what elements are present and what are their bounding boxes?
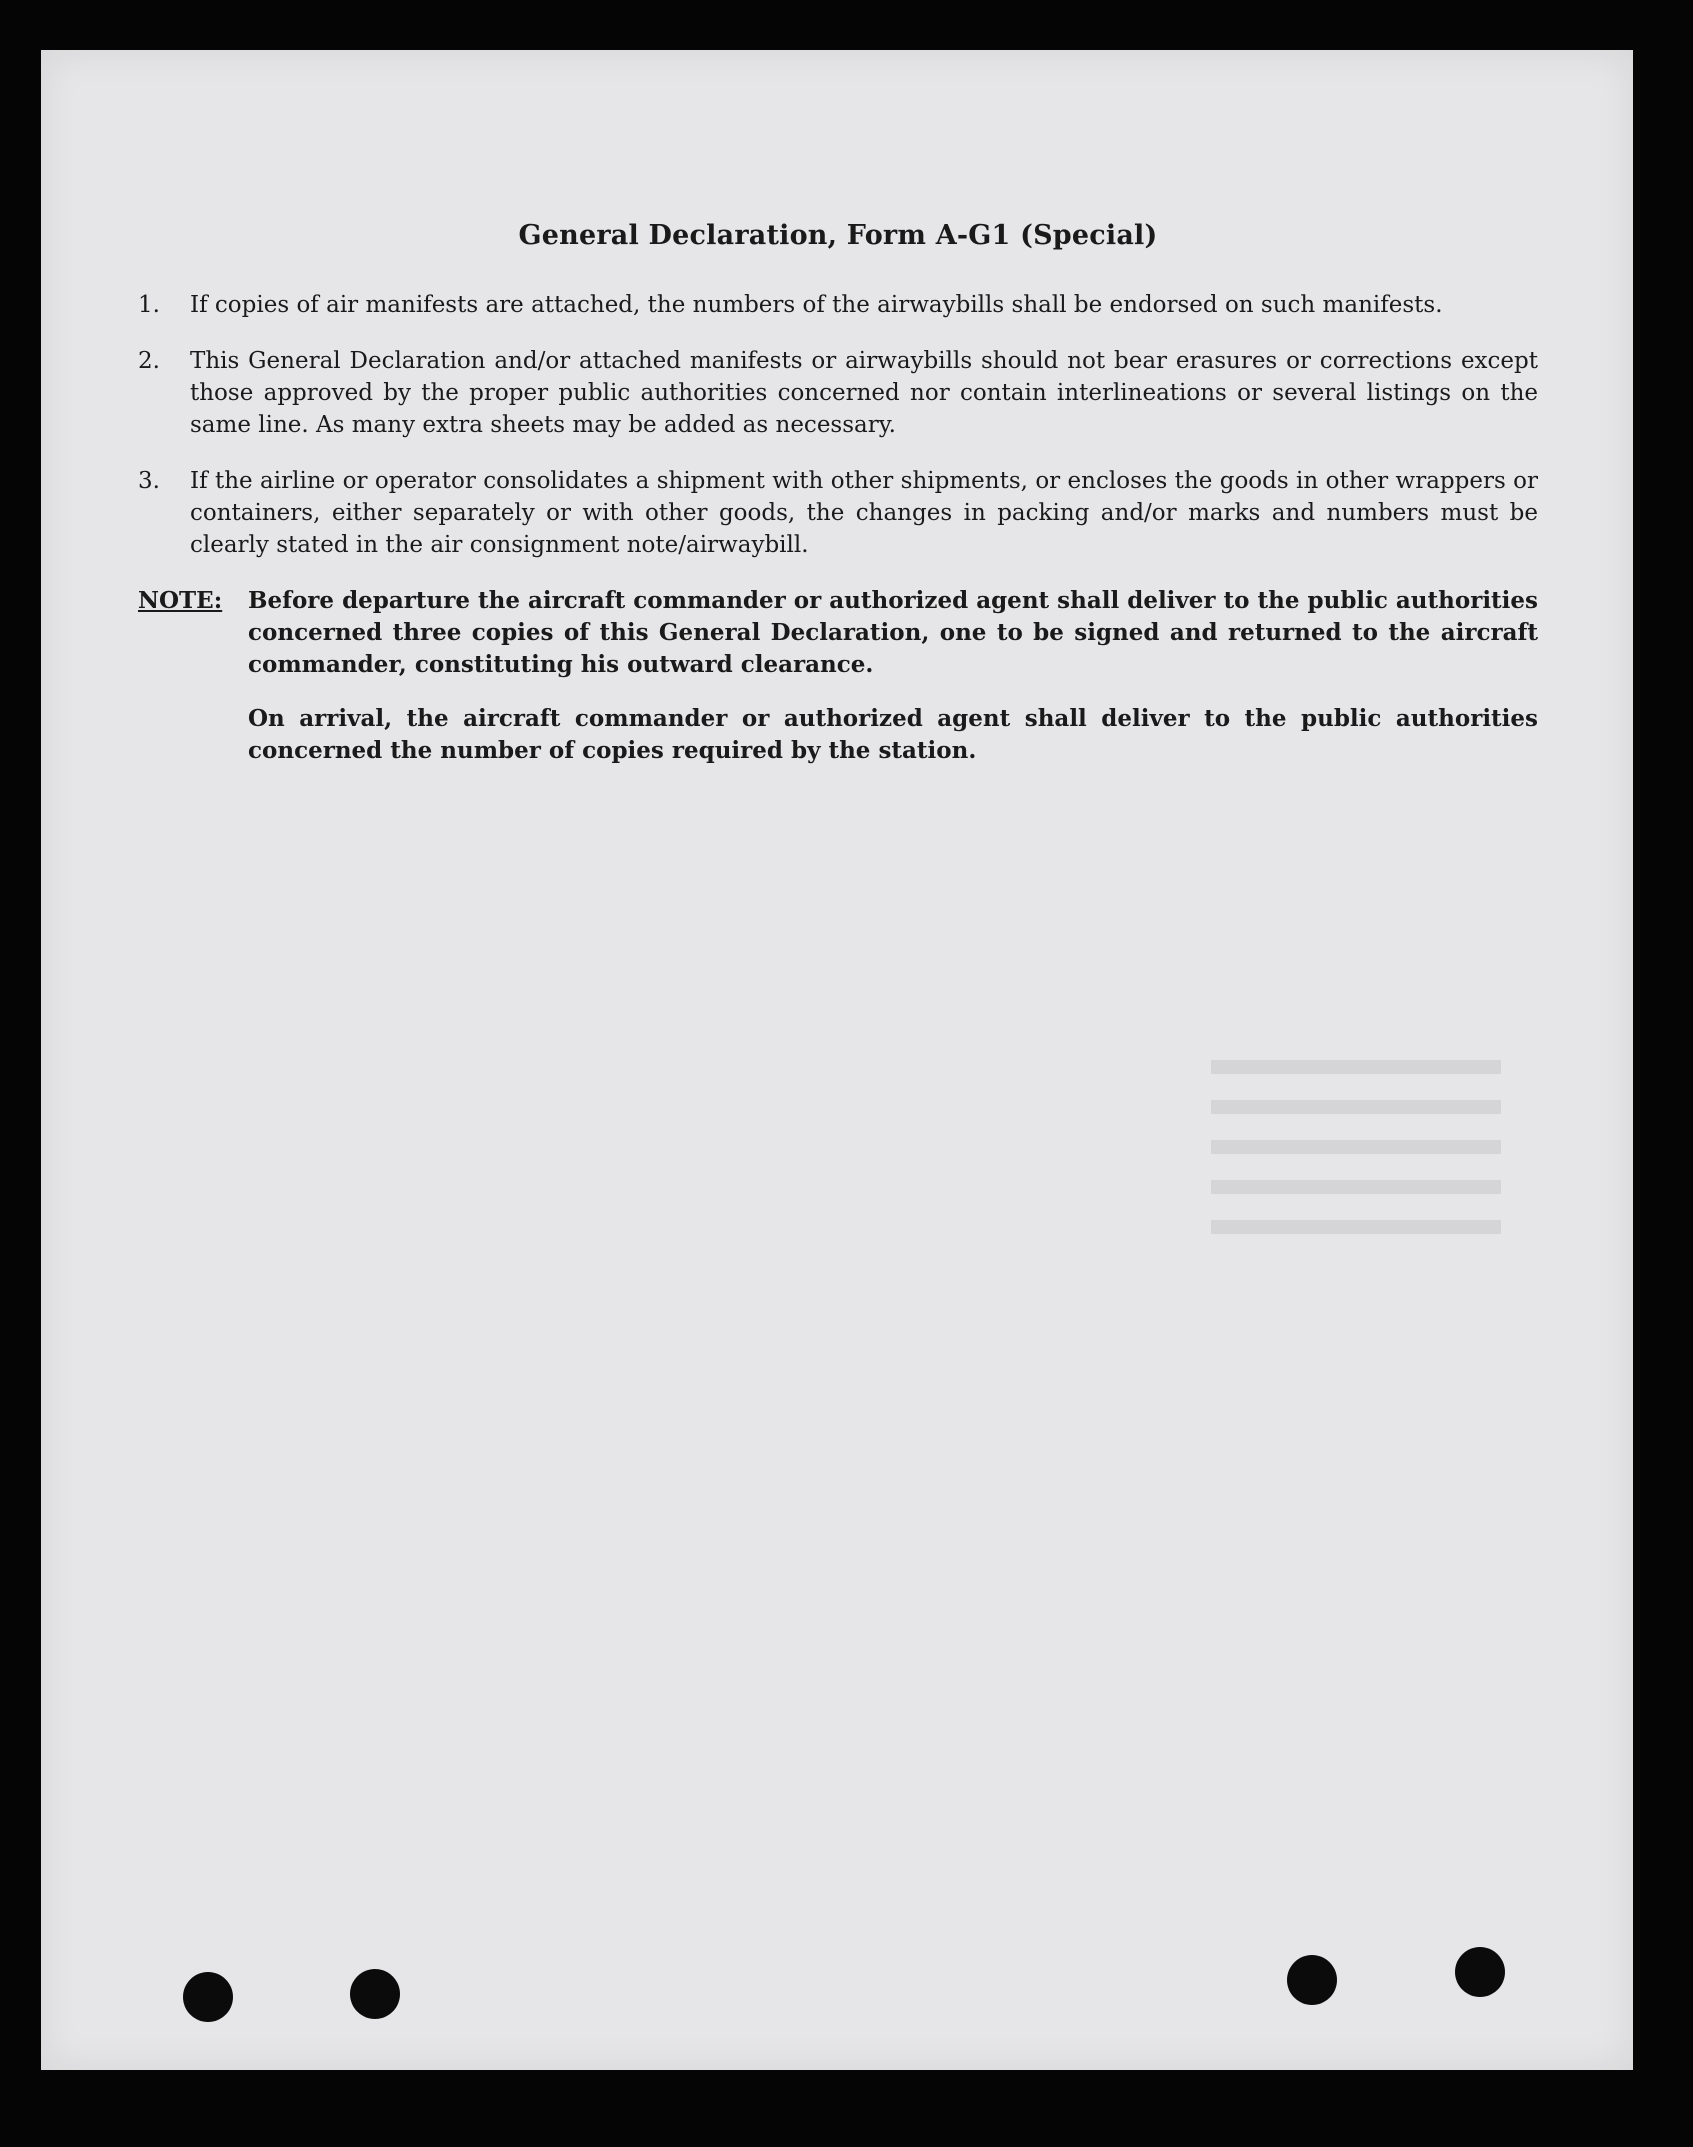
document-content xyxy=(138,220,1538,789)
list-item xyxy=(138,345,1538,441)
note-label: NOTE: xyxy=(138,587,223,614)
bleed-through-marks xyxy=(1211,1060,1501,1260)
punch-hole xyxy=(183,1972,233,2022)
item-number: 3. xyxy=(138,468,160,494)
item-number: 1. xyxy=(138,292,160,318)
item-text: If the airline or operator consolidates a shipment with other shipments, or encloses the goods in other wrappers or containers, either separately or with other goods, the changes in packing and/or marks and numbers must be clearly stated in the air consignment note/airwaybill. xyxy=(190,468,1538,558)
note-paragraph: On arrival, the aircraft commander or authorized agent shall deliver to the public authorities concerned the number of copies required by the station. xyxy=(248,705,1538,764)
punch-hole xyxy=(1287,1955,1337,2005)
item-text: This General Declaration and/or attached manifests or airwaybills should not bear erasures or corrections except those approved by the proper public authorities concerned nor contain interlineations or several listings on the same line. As many extra sheets may be added as necessary. xyxy=(190,348,1538,438)
list-item xyxy=(138,465,1538,561)
note-section xyxy=(138,585,1538,789)
punch-hole xyxy=(1455,1947,1505,1997)
punch-hole xyxy=(350,1969,400,2019)
note-body xyxy=(248,585,1538,789)
document-sheet xyxy=(41,50,1633,2070)
item-text: If copies of air manifests are attached, the numbers of the airwaybills shall be endorsed on such manifests. xyxy=(190,292,1443,318)
note-paragraph: Before departure the aircraft commander or authorized agent shall deliver to the public authorities concerned three copies of this General Declaration, one to be signed and returned to the aircraft commander, constituting his outward clearance. xyxy=(248,587,1538,678)
document-title: General Declaration, Form A-G1 (Special) xyxy=(518,220,1158,251)
list-item xyxy=(138,289,1538,321)
item-number: 2. xyxy=(138,348,160,374)
